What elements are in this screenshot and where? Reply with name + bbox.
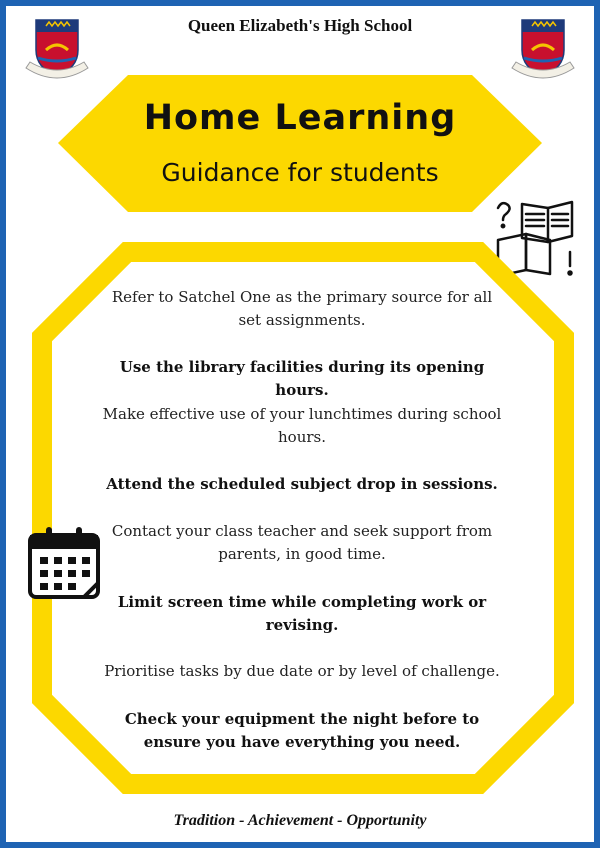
tip-equipment: Check your equipment the night before to ensure you have everything you need. [124,710,480,751]
tip-prioritise: Prioritise tasks by due date or by level of challenge. [104,662,500,680]
page-subtitle: Guidance for students [161,158,439,187]
tip-screen-time: Limit screen time while completing work or revising. [117,593,487,634]
tip-library: Use the library facilities during its opening hours. [119,358,485,399]
tip-lunchtimes: Make effective use of your lunchtimes during school hours. [102,405,502,446]
tip-contact-teacher: Contact your class teacher and seek support from parents, in good time. [111,522,493,563]
school-motto: Tradition - Achievement - Opportunity [173,812,427,829]
title-banner [58,75,542,212]
school-name: Queen Elizabeth's High School [187,16,413,35]
calendar-icon [26,525,102,601]
tip-drop-in-sessions: Attend the scheduled subject drop in sessions. [106,475,498,493]
tip-satchel-one: Refer to Satchel One as the primary source for all set assignments. [111,288,493,329]
page-title: Home Learning [143,98,457,138]
